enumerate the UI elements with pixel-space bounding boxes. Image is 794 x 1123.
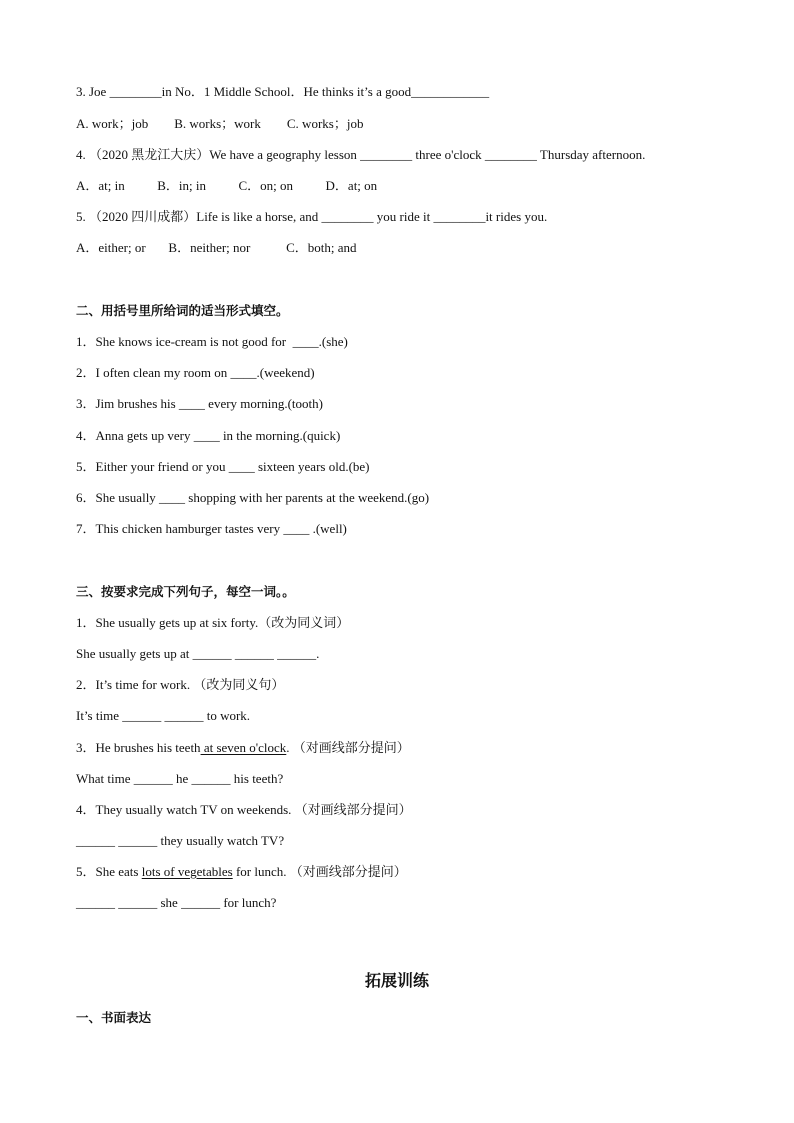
rewrite-q3-pre: 3．He brushes his teeth (76, 740, 201, 755)
writing-section-title: 一、书面表达 (76, 1010, 152, 1025)
rewrite-q4-answer: ______ ______ they usually watch TV? (76, 833, 285, 848)
section-3-title: 三、按要求完成下列句子，每空一词。。 (76, 584, 295, 599)
fill-item-5: 5．Either your friend or you ____ sixteen years old.(be) (76, 459, 370, 474)
rewrite-q3-answer: What time ______ he ______ his teeth? (76, 771, 284, 786)
fill-item-3: 3．Jim brushes his ____ every morning.(tooth) (76, 396, 323, 411)
q5-options: A．either; or B．neither; nor C．both; and (76, 240, 357, 255)
fill-item-4: 4．Anna gets up very ____ in the morning.(quick) (76, 428, 341, 443)
q4-options: A．at; in B．in; in C．on; on D．at; on (76, 178, 378, 193)
rewrite-q3-underlined: at seven o'clock (200, 740, 287, 755)
rewrite-q2-answer: It’s time ______ ______ to work. (76, 708, 251, 723)
rewrite-q1: 1．She usually gets up at six forty.（改为同义词） (76, 615, 350, 630)
rewrite-q4: 4．They usually watch TV on weekends. （对画线部分提问） (76, 802, 412, 817)
fill-item-6: 6．She usually ____ shopping with her parents at the weekend.(go) (76, 490, 430, 505)
extension-heading: 拓展训练 (364, 971, 429, 990)
rewrite-q3 (76, 740, 410, 756)
rewrite-q5-pre: 5．She eats (76, 864, 142, 879)
rewrite-q3-post: . （对画线部分提问） (286, 740, 410, 755)
rewrite-q5-post: for lunch. （对画线部分提问） (232, 864, 407, 879)
fill-item-2: 2．I often clean my room on ____.(weekend) (76, 365, 315, 380)
q4-stem: 4. （2020 黑龙江大庆）We have a geography lesson ________ three o'clock ________ Thursday afternoon. (76, 147, 646, 162)
fill-item-7: 7．This chicken hamburger tastes very ____ .(well) (76, 521, 347, 536)
q3-stem: 3. Joe ________in No．1 Middle School．He thinks it’s a good____________ (76, 84, 490, 99)
section-2-title: 二、用括号里所给词的适当形式填空。 (76, 303, 289, 318)
rewrite-q2: 2．It’s time for work. （改为同义句） (76, 677, 285, 692)
rewrite-q1-answer: She usually gets up at ______ ______ ______. (76, 646, 320, 661)
fill-item-1: 1．She knows ice-cream is not good for ____.(she) (76, 334, 348, 349)
q5-stem: 5. （2020 四川成都）Life is like a horse, and ________ you ride it ________it rides you. (76, 209, 548, 224)
rewrite-q5-underlined: lots of vegetables (141, 864, 233, 879)
rewrite-q5 (76, 864, 407, 880)
rewrite-q5-answer: ______ ______ she ______ for lunch? (76, 895, 277, 910)
q3-options: A. work；job B. works；work C. works；job (76, 116, 364, 131)
